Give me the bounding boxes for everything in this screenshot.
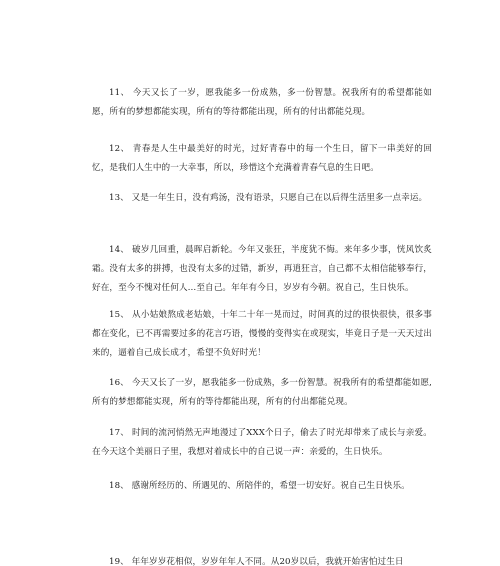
paragraph-12: 12、 青春是人生中最美好的时光，过好青春中的每一个生日，留下一串美好的回忆，是我们人生中的一大幸事，所以，珍惜这个充满着青春气息的生日吧。 — [92, 144, 432, 173]
paragraph-11: 11、 今天又长了一岁，愿我能多一份成熟，多一份智慧。祝我所有的希望都能如愿，所有的梦想都能实现，所有的等待都能出现，所有的付出都能兑现。 — [92, 88, 432, 117]
paragraph-16: 16、 今天又长了一岁，愿我能多一份成熟，多一份智慧。祝我所有的希望都能如愿,所有的梦想都能实现，所有的等待都能出现，所有的付出都能兑现。 — [92, 378, 432, 407]
paragraph-15: 15、 从小姑娘熬成老姑娘，十年二十年一晃而过，时间真的过的很快很快，很多事都在变化，已不再需要过多的花言巧语，慢慢的变得实在或现实，毕竟日子是一天天过出来的，逼着自己成长成才，希望不负好时光！ — [92, 310, 432, 358]
paragraph-17: 17、 时间的流河悄然无声地漫过了XXX个日子，偷去了时光却带来了成长与亲爱。在今天这个美丽日子里，我想对着成长中的自己说一声：亲爱的，生日快乐。 — [92, 428, 432, 457]
paragraph-19: 19、 年年岁岁花相似，岁岁年年人不同。从20岁以后，我就开始害怕过生日 — [109, 557, 404, 566]
paragraph-14: 14、 破岁几回重，晨晖启新轮。今年又张狂，半度犹不悔。来年多少事，恍风饮炙霜。没有太多的拼搏，也没有太多的过错，新岁，再逍狂言，自己都不太相信能够奉行，好在，至今不愧对任何人…至自己。年年有今日，岁岁有今朝。祝自己，生日快乐。 — [92, 245, 432, 293]
paragraph-18: 18、 感谢所经历的、所遇见的、所陪伴的，希望一切安好。祝自己生日快乐。 — [109, 481, 410, 491]
paragraph-13: 13、 又是一年生日，没有鸡汤，没有语录，只愿自己在以后得生活里多一点幸运。 — [109, 193, 428, 203]
